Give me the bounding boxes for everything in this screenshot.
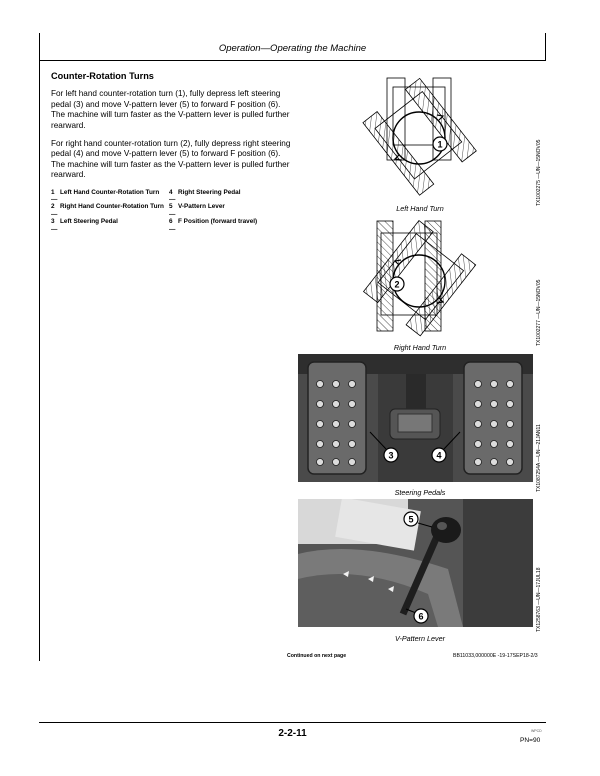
right-hand-turn-diagram [355, 213, 485, 346]
caption-left-hand-turn: Left Hand Turn [396, 204, 444, 213]
legend-item [169, 218, 287, 233]
callout-4: 4 [436, 450, 442, 461]
legend-label: Right Hand Counter-Rotation Turn [60, 203, 164, 211]
callout-3: 3 [388, 450, 394, 461]
figure-id: TX1087254A —UN—21JAN11 [536, 424, 542, 492]
legend-item [51, 218, 169, 233]
page-header-title: Operation—Operating the Machine [218, 43, 367, 54]
legend-number: 2— [51, 203, 58, 218]
legend-column-1 [51, 189, 169, 233]
legend-label: V-Pattern Lever [178, 203, 225, 211]
text-column [51, 71, 291, 233]
page-number: 2-2-11 [278, 728, 307, 739]
paragraph-left-turn: For left hand counter-rotation turn (1), fully depress left steering pedal (3) and move V-pattern lever (5) to forward F position (6). The machine will turn faster as the V-pattern lever is pulled further rearward. [51, 89, 290, 130]
footer-code: WPCD [531, 729, 542, 733]
legend-item [51, 203, 169, 218]
callout-legend [51, 189, 291, 233]
callout-2: 2 [394, 279, 400, 290]
continued-note: Continued on next page [287, 653, 347, 659]
callout-5: 5 [408, 514, 414, 525]
page-frame-left [39, 33, 40, 661]
caption-steering-pedals: Steering Pedals [394, 488, 446, 497]
caption-v-pattern-lever: V-Pattern Lever [394, 634, 446, 643]
legend-label: F Position (forward travel) [178, 218, 258, 226]
reference-code: BB11033,000000E -19-17SEP18-2/3 [453, 653, 538, 659]
legend-number: 1— [51, 188, 58, 204]
legend-number: 4— [169, 188, 176, 204]
legend-item [169, 203, 287, 218]
pn-number: PN=90 [520, 737, 541, 744]
legend-number: 6— [169, 218, 176, 233]
legend-number: 3— [51, 218, 58, 233]
steering-pedals-photo [298, 354, 533, 482]
left-hand-turn-diagram [355, 73, 485, 203]
legend-item [169, 189, 287, 204]
paragraph-right-turn: For right hand counter-rotation turn (2), fully depress right steering pedal (4) and move V-pattern lever (5) to forward F position (6). The machine will turn faster as the V-pattern lever is pulled further rearward. [51, 139, 291, 180]
figure-id: TX1258763 —UN—17JUL18 [536, 567, 542, 632]
header-rule [39, 60, 546, 61]
section-title: Counter-Rotation Turns [51, 71, 154, 81]
legend-column-2 [169, 189, 287, 233]
legend-label: Left Steering Pedal [60, 218, 118, 226]
figure-id: TX1002277 —UN—15NOV05 [536, 279, 542, 346]
caption-right-hand-turn: Right Hand Turn [393, 343, 447, 352]
legend-number: 5— [169, 203, 176, 218]
callout-1: 1 [437, 139, 443, 150]
footer-rule [39, 722, 546, 723]
v-pattern-lever-photo [298, 499, 533, 627]
legend-label: Right Steering Pedal [178, 188, 241, 196]
figure-id: TX1002275 —UN—15NOV05 [536, 139, 542, 206]
legend-label: Left Hand Counter-Rotation Turn [60, 188, 160, 196]
legend-item [51, 189, 169, 204]
callout-6: 6 [418, 611, 424, 622]
